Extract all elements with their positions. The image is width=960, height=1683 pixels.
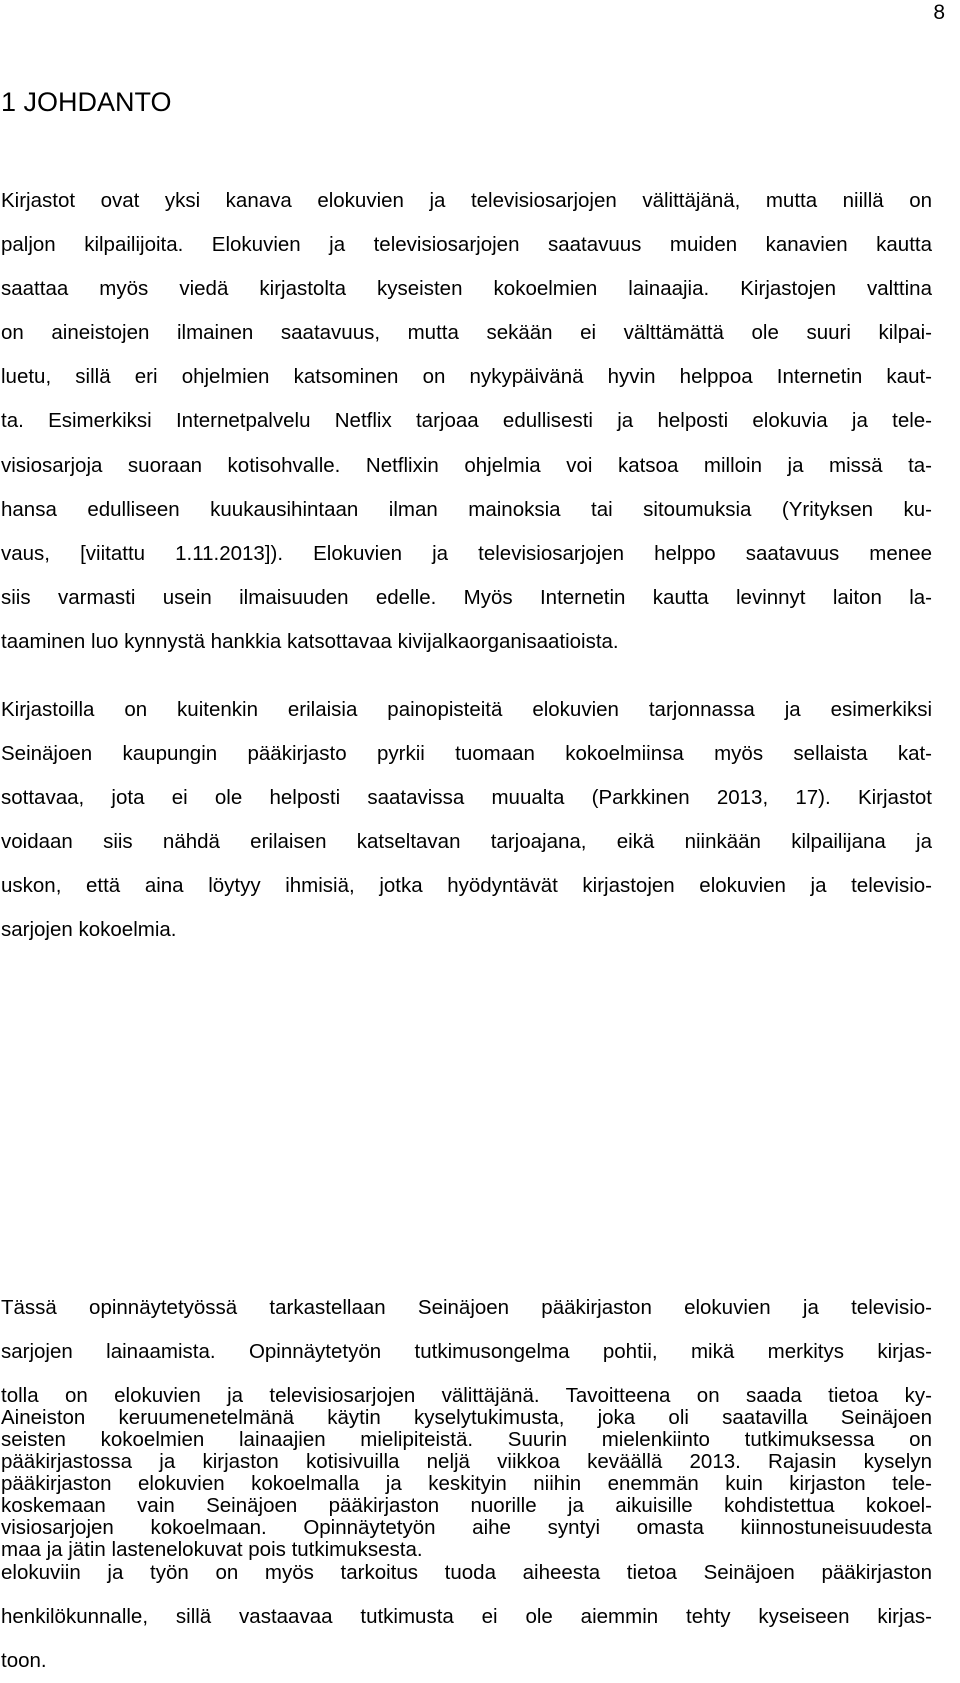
text-line: sottavaa, jota ei ole helposti saatavissa muualta (Parkkinen 2013, 17). Kirjastot [1,786,932,810]
text-line: pääkirjastossa ja kirjaston kotisivuilla neljä viikkoa keväällä 2013. Rajasin kyselyn [1,1450,932,1474]
chapter-heading: 1 JOHDANTO [1,87,172,117]
text-line: pääkirjaston elokuvien kokoelmalla ja keskityin niihin enemmän kuin kirjaston tele- [1,1472,932,1496]
text-line: koskemaan vain Seinäjoen pääkirjaston nuorille ja aikuisille kohdistettua kokoel- [1,1494,932,1518]
text-line: ta. Esimerkiksi Internetpalvelu Netflix tarjoaa edullisesti ja helposti elokuvia ja tele- [1,409,932,433]
text-line: uskon, että aina löytyy ihmisiä, jotka hyödyntävät kirjastojen elokuvien ja televisio- [1,874,932,898]
text-line: Kirjastoilla on kuitenkin erilaisia painopisteitä elokuvien tarjonnassa ja esimerkiksi [1,698,932,721]
text-line: vaus, [viitattu 1.11.2013]). Elokuvien ja televisiosarjojen helppo saatavuus menee [1,541,932,565]
text-line: henkilökunnalle, sillä vastaavaa tutkimusta ei ole aiemmin tehty kyseiseen kirjas- [1,1604,932,1628]
text-line: Tässä opinnäytetyössä tarkastellaan Seinäjoen pääkirjaston elokuvien ja televisio- [1,1296,932,1319]
text-line: Kirjastot ovat yksi kanava elokuvien ja televisiosarjojen välittäjänä, mutta niillä on [1,189,932,212]
text-line: Aineiston keruumenetelmänä käytin kyselytukimusta, joka oli saatavilla Seinäjoen [1,1406,932,1429]
text-line: sarjojen lainaamista. Opinnäytetyön tutkimusongelma pohtii, mikä merkitys kirjas- [1,1340,932,1364]
text-line: voidaan siis nähdä erilaisen katseltavan tarjoajana, eikä niinkään kilpailijana ja [1,830,932,854]
page-number: 8 [933,1,945,24]
text-line: elokuviin ja työn on myös tarkoitus tuoda aiheesta tietoa Seinäjoen pääkirjaston [1,1560,932,1584]
text-line: visiosarjoja suoraan kotisohvalle. Netflixin ohjelmia voi katsoa milloin ja missä ta- [1,453,932,477]
text-line: saattaa myös viedä kirjastolta kyseisten kokoelmien lainaajia. Kirjastojen valttina [1,277,932,301]
paragraph-library-focus [1,688,932,953]
text-line: seisten kokoelmien lainaajien mielipiteistä. Suurin mielenkiinto tutkimuksessa on [1,1428,932,1452]
text-line: luetu, sillä eri ohjelmien katsominen on nykypäivänä hyvin helppoa Internetin kaut- [1,365,932,389]
text-line: on aineistojen ilmainen saatavuus, mutta sekään ei välttämättä ole suuri kilpai- [1,321,932,345]
text-line: tolla on elokuvien ja televisiosarjojen välittäjänä. Tavoitteena on saada tietoa ky- [1,1384,932,1408]
text-line: visiosarjojen kokoelmaan. Opinnäytetyön aihe syntyi omasta kiinnostuneisuudesta [1,1516,932,1540]
text-line: Seinäjoen kaupungin pääkirjasto pyrkii tuomaan kokoelmiinsa myös sellaista kat- [1,742,932,766]
paragraph-intro [1,179,932,664]
text-line: paljon kilpailijoita. Elokuvien ja televisiosarjojen saatavuus muiden kanavien kautta [1,233,932,257]
text-line: siis varmasti usein ilmaisuuden edelle. Myös Internetin kautta levinnyt laiton la- [1,585,932,609]
text-line: sarjojen kokoelmia. [1,918,177,942]
paragraph-method [1,1396,932,1572]
text-line: toon. [1,1648,47,1672]
text-line: maa ja jätin lastenelokuvat pois tutkimuksesta. [1,1538,423,1562]
text-line: taaminen luo kynnystä hankkia katsottavaa kivijalkaorganisaatioista. [1,629,619,653]
text-line: hansa edulliseen kuukausihintaan ilman mainoksia tai sitoumuksia (Yrityksen ku- [1,497,932,521]
